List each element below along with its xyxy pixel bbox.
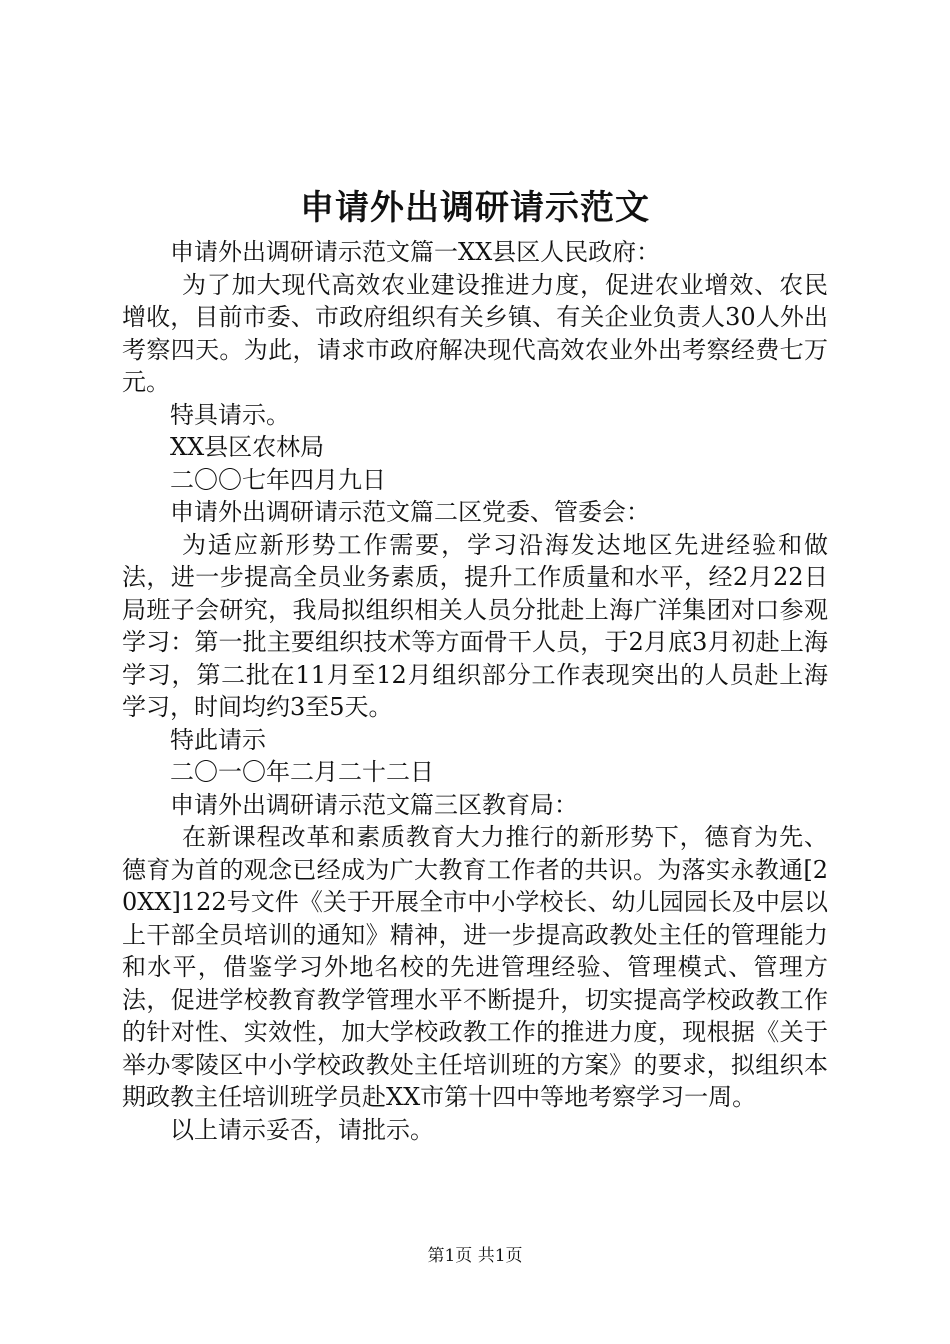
paragraph: XX县区农林局 bbox=[170, 433, 325, 461]
page-footer: 第1页 共1页 bbox=[427, 1246, 523, 1266]
paragraph: 二〇〇七年四月九日 bbox=[170, 465, 386, 494]
paragraph: 二〇一〇年二月二十二日 bbox=[170, 758, 434, 786]
paragraph: 为了加大现代高效农业建设推进力度，促进农业增效、农民增收，目前市委、市政府组织有关乡镇、有关企业负责人30人外出考察四天。为此，请求市政府解决现代高效农业外出考察经费七万元。 bbox=[122, 270, 828, 396]
paragraph: 特具请示。 bbox=[170, 400, 290, 429]
paragraph: 以上请示妥否，请批示。 bbox=[170, 1115, 434, 1144]
paragraph: 在新课程改革和素质教育大力推行的新形势下，德育为先、德育为首的观念已经成为广大教育工作者的共识。为落实永教通[20XX]122号文件《关于开展全市中小学校长、幼儿园园长及中层以上干部全员培训的通知》精神，进一步提高政教处主任的管理能力和水平，借鉴学习外地名校的先进管理经验、管理模式、管理方法，促进学校教育教学管理水平不断提升，切实提高学校政教工作的针对性、实效性，加大学校政教工作的推进力度，现根据《关于举办零陵区中小学校政教处主任培训班的方案》的要求，拟组织本期政教主任培训班学员赴XX市第十四中等地考察学习一周。 bbox=[122, 823, 828, 1111]
paragraph: 申请外出调研请示范文篇一XX县区人民政府： bbox=[170, 238, 661, 266]
document-title: 申请外出调研请示范文 bbox=[300, 188, 650, 228]
paragraph: 为适应新形势工作需要，学习沿海发达地区先进经验和做法，进一步提高全员业务素质，提升工作质量和水平，经2月22日局班子会研究，我局拟组织相关人员分批赴上海广洋集团对口参观学习：第一批主要组织技术等方面骨干人员，于2月底3月初赴上海学习，第二批在11月至12月组织部分工作表现突出的人员赴上海学习，时间均约3至5天。 bbox=[122, 530, 828, 721]
paragraph: 申请外出调研请示范文篇三区教育局： bbox=[170, 790, 578, 819]
paragraph: 特此请示 bbox=[170, 725, 266, 754]
paragraph: 申请外出调研请示范文篇二区党委、管委会： bbox=[170, 498, 650, 526]
document-body bbox=[122, 236, 828, 1146]
